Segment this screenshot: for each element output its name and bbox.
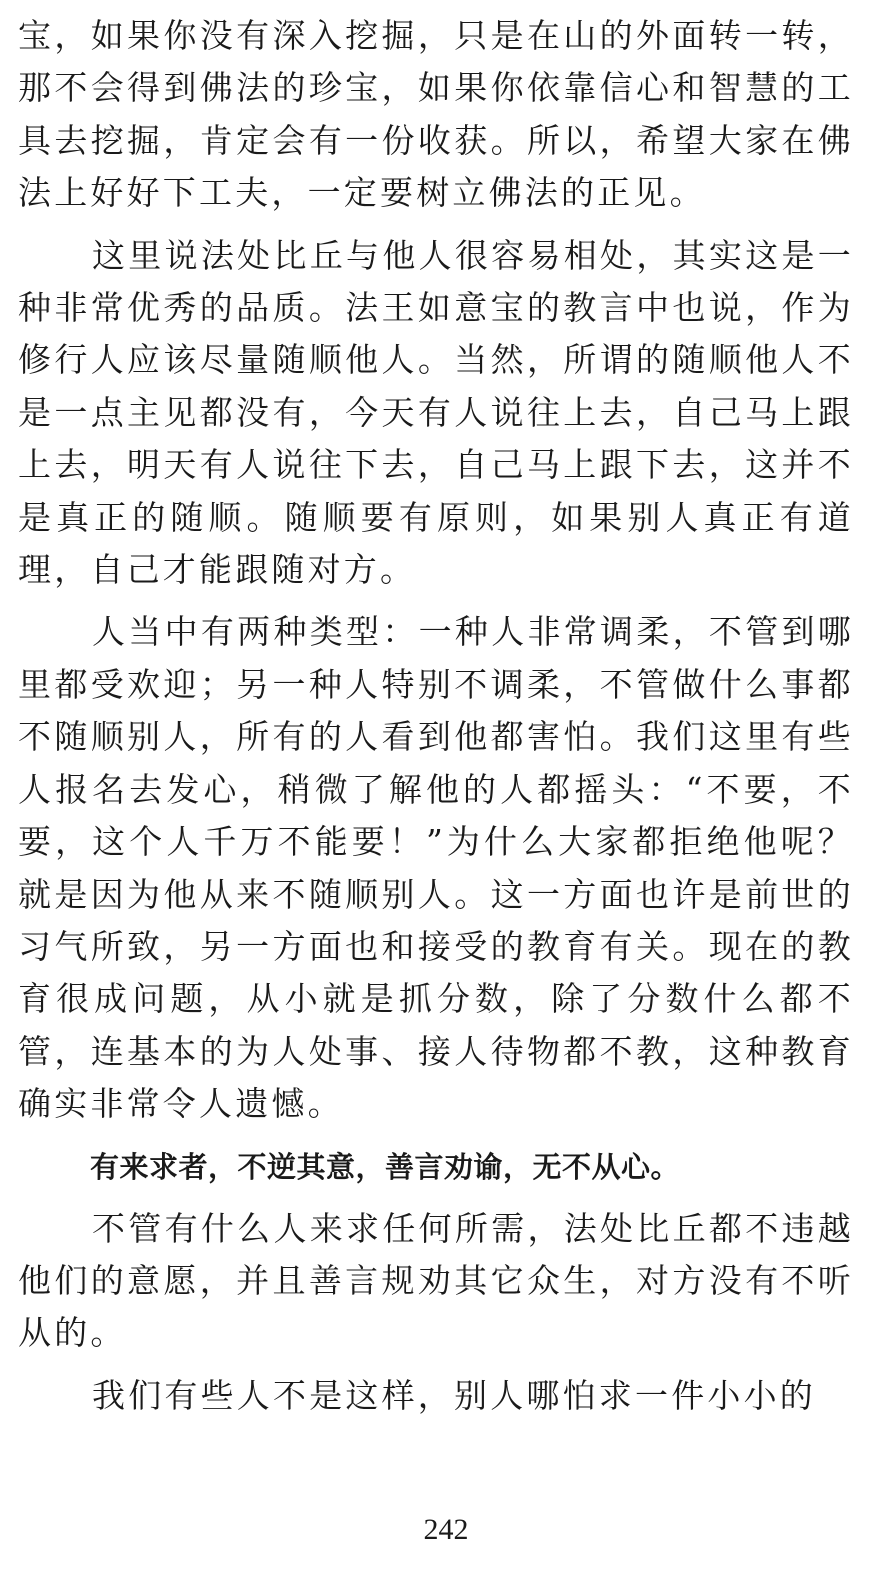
paragraph-harmony: 这里说法处比丘与他人很容易相处，其实这是一种非常优秀的品质。法王如意宝的教言中也说，作为修行人应该尽量随顺他人。当然，所谓的随顺他人不是一点主见都没有，今天有人说往上去，自己马上跟上去，明天有人说往下去，自己马上跟下去，这并不是真正的随顺。随顺要有原则，如果别人真正有道理，自己才能跟随对方。 [18,235,854,590]
paragraph-two-types: 人当中有两种类型：一种人非常调柔，不管到哪里都受欢迎；另一种人特别不调柔，不管做什么事都不随顺别人，所有的人看到他都害怕。我们这里有些人报名去发心，稍微了解他的人都摇头：“不要，不要，这个人千万不能要！”为什么大家都拒绝他呢？就是因为他从来不随顺别人。这一方面也许是前世的习气所致，另一方面也和接受的教育有关。现在的教育很成问题，从小就是抓分数，除了分数什么都不管，连基本的为人处事、接人待物都不教，这种教育确实非常令人遗憾。 [18,612,854,1124]
paragraph-explanation: 不管有什么人来求任何所需，法处比丘都不违越他们的意愿，并且善言规劝其它众生，对方没有不听从的。 [18,1208,854,1353]
sutra-quote-heading: 有来求者，不逆其意，善言劝谕，无不从心。 [90,1149,681,1184]
page-number: 242 [423,1513,469,1546]
paragraph-continued: 宝，如果你没有深入挖掘，只是在山的外面转一转，那不会得到佛法的珍宝，如果你依靠信心和智慧的工具去挖掘，肯定会有一份收获。所以，希望大家在佛法上好好下工夫，一定要树立佛法的正见。 [18,16,854,213]
paragraph-closing: 我们有些人不是这样，别人哪怕求一件小小的 [92,1375,816,1415]
page-body [18,10,854,1432]
